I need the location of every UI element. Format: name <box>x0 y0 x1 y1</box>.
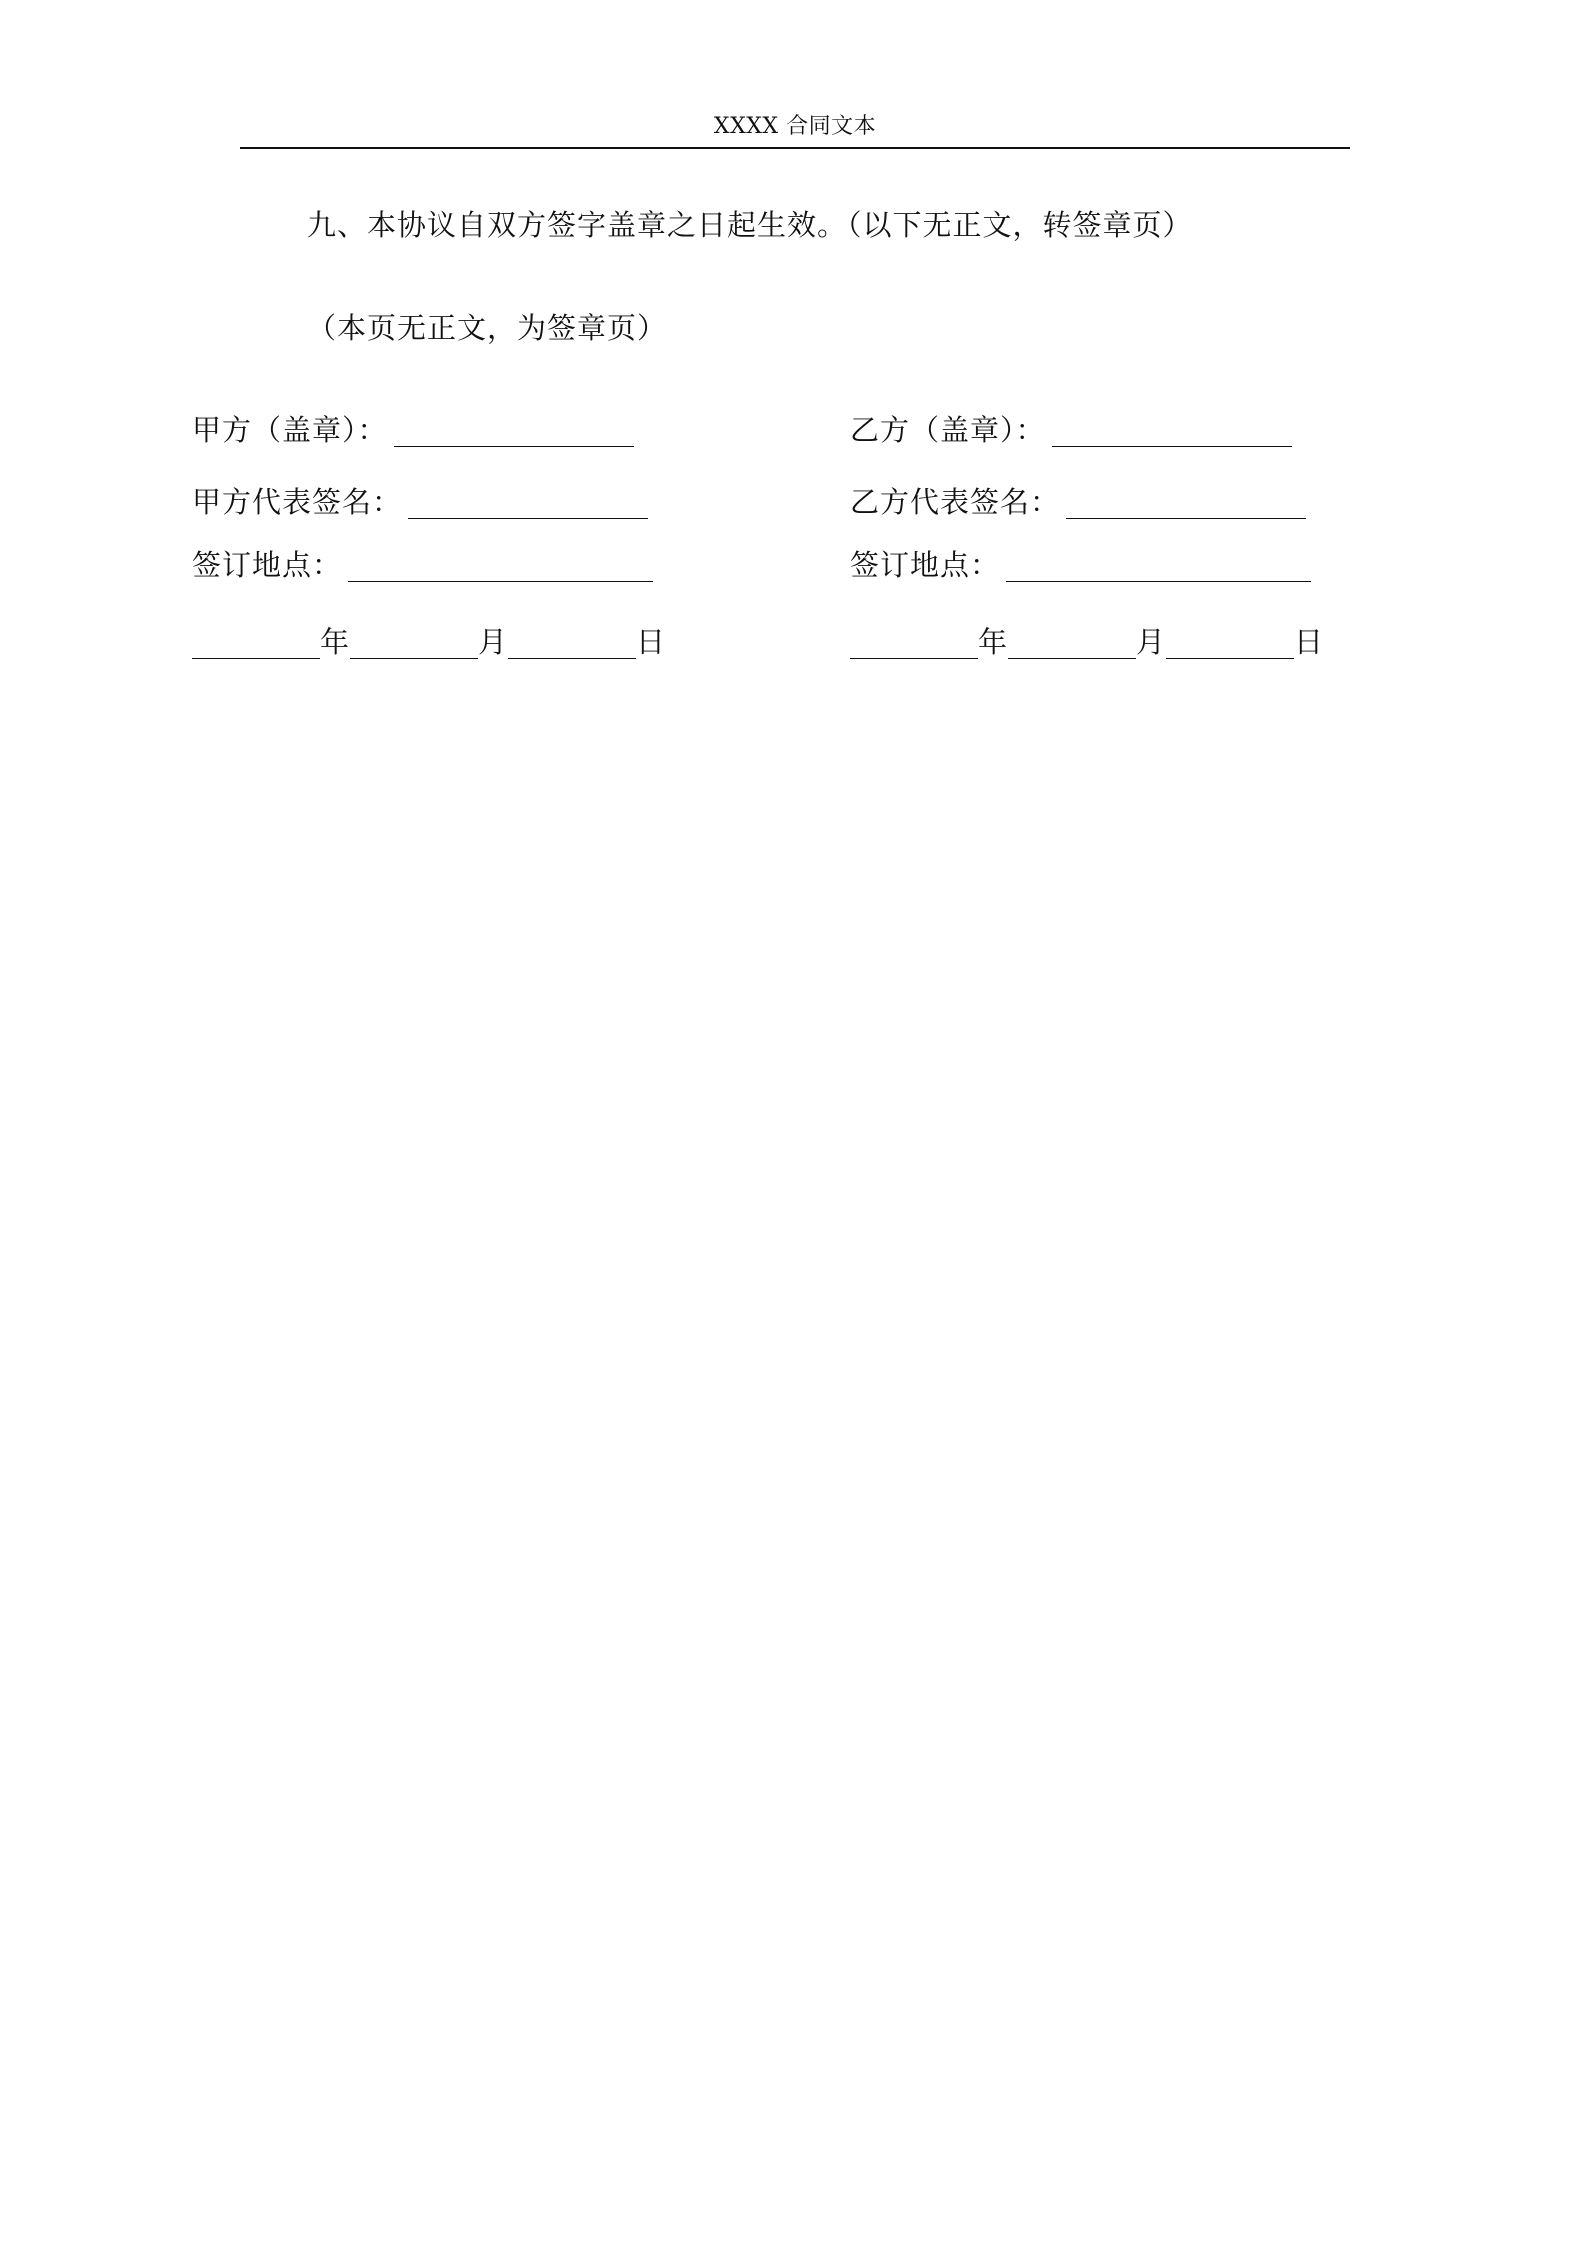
party-b-place-row <box>850 545 1311 585</box>
party-b-rep-signature-blank[interactable] <box>1066 482 1306 519</box>
party-a-rep-signature-blank[interactable] <box>408 482 648 519</box>
party-b-date-row <box>850 622 1324 662</box>
party-a-place-label: 签订地点： <box>192 548 343 582</box>
party-a-seal-row <box>192 410 634 450</box>
party-a-seal-blank[interactable] <box>394 410 634 447</box>
party-a-rep-row <box>192 482 648 522</box>
party-a-place-blank[interactable] <box>348 545 653 582</box>
party-a-seal-label: 甲方（盖章）： <box>192 413 388 447</box>
party-b-seal-label: 乙方（盖章）： <box>850 413 1046 447</box>
party-b-place-label: 签订地点： <box>850 548 1001 582</box>
party-a-year-label: 年 <box>320 625 351 659</box>
party-a-day-label: 日 <box>636 625 667 659</box>
party-b-year-blank[interactable] <box>850 622 978 659</box>
party-b-place-blank[interactable] <box>1006 545 1311 582</box>
page-header-title: XXXX 合同文本 <box>713 114 877 139</box>
clause-nine: 九、本协议自双方签字盖章之日起生效。（以下无正文，转签章页） <box>307 208 1193 242</box>
party-a-month-label: 月 <box>478 625 509 659</box>
party-b-rep-label: 乙方代表签名： <box>850 485 1061 519</box>
party-b-month-label: 月 <box>1136 625 1167 659</box>
signature-page-note: （本页无正文，为签章页） <box>307 311 668 345</box>
party-b-day-label: 日 <box>1294 625 1325 659</box>
party-a-day-blank[interactable] <box>508 622 636 659</box>
party-b-year-label: 年 <box>978 625 1009 659</box>
party-a-rep-label: 甲方代表签名： <box>192 485 403 519</box>
party-b-rep-row <box>850 482 1306 522</box>
party-b-seal-row <box>850 410 1292 450</box>
party-b-month-blank[interactable] <box>1008 622 1136 659</box>
party-b-day-blank[interactable] <box>1166 622 1294 659</box>
party-b-seal-blank[interactable] <box>1052 410 1292 447</box>
header-divider <box>240 147 1350 149</box>
party-a-place-row <box>192 545 653 585</box>
party-a-date-row <box>192 622 666 662</box>
party-a-month-blank[interactable] <box>350 622 478 659</box>
party-a-year-blank[interactable] <box>192 622 320 659</box>
